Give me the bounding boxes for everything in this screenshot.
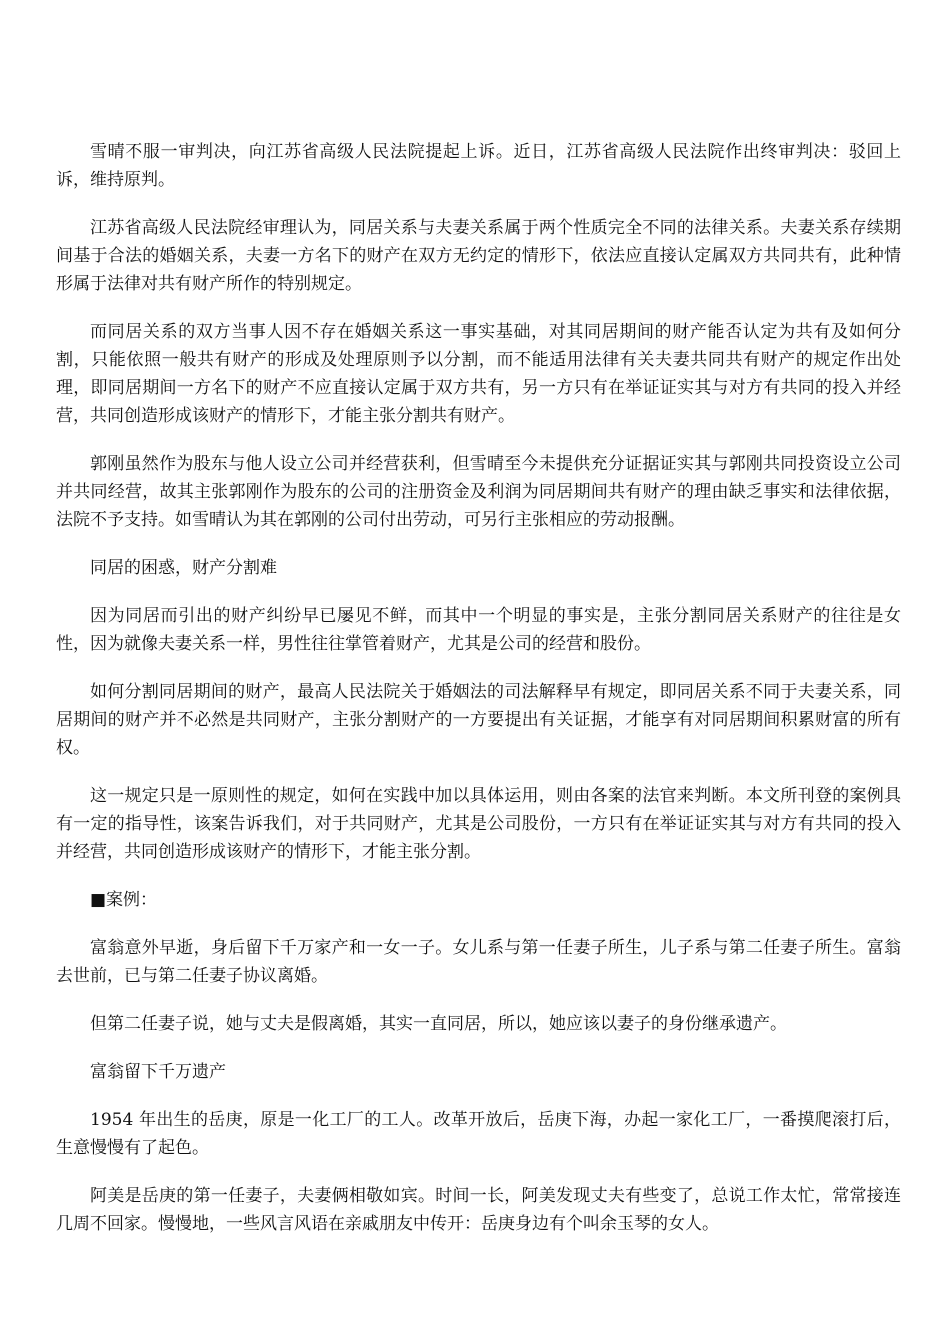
paragraph-guo-gang-company: 郭刚虽然作为股东与他人设立公司并经营获利，但雪晴至今未提供充分证据证实其与郭刚共同投资设立公司并共同经营，故其主张郭刚作为股东的公司的注册资金及利润为同居期间共有财产的理由缺乏事实和法律依据，法院不予支持。如雪晴认为其在郭刚的公司付出劳动，可另行主张相应的劳动报酬。 (56, 454, 901, 530)
paragraph-property-disputes: 因为同居而引出的财产纠纷早已屡见不鲜，而其中一个明显的事实是，主张分割同居关系财产的往往是女性，因为就像夫妻关系一样，男性往往掌管着财产，尤其是公司的经营和股份。 (56, 606, 901, 654)
paragraph-principle-rule: 这一规定只是一原则性的规定，如何在实践中加以具体运用，则由各案的法官来判断。本文所刊登的案例具有一定的指导性，该案告诉我们，对于共同财产，尤其是公司股份，一方只有在举证证实其与对方有共同的投入并经营，共同创造形成该财产的情形下，才能主张分割。 (56, 786, 901, 862)
paragraph-yue-geng-background: 1954 年出生的岳庚，原是一化工厂的工人。改革开放后，岳庚下海，办起一家化工厂，一番摸爬滚打后，生意慢慢有了起色。 (56, 1110, 901, 1158)
paragraph-case-summary: 富翁意外早逝，身后留下千万家产和一女一子。女儿系与第一任妻子所生，儿子系与第二任妻子所生。富翁去世前，已与第二任妻子协议离婚。 (56, 938, 901, 986)
section-heading-cohabitation: 同居的困惑，财产分割难 (90, 558, 277, 578)
paragraph-cohabitation-property: 而同居关系的双方当事人因不存在婚姻关系这一事实基础，对其同居期间的财产能否认定为共有及如何分割，只能依照一般共有财产的形成及处理原则予以分割，而不能适用法律有关夫妻共同共有财产的规定作出处理，即同居期间一方名下的财产不应直接认定属于双方共有，另一方只有在举证证实其与对方有共同的投入并经营，共同创造形成该财产的情形下，才能主张分割共有财产。 (56, 322, 901, 426)
paragraph-judicial-interpretation: 如何分割同居期间的财产，最高人民法院关于婚姻法的司法解释早有规定，即同居关系不同于夫妻关系，同居期间的财产并不必然是共同财产，主张分割财产的一方要提出有关证据，才能享有对同居期间积累财富的所有权。 (56, 682, 901, 758)
paragraph-appeal-result: 雪晴不服一审判决，向江苏省高级人民法院提起上诉。近日，江苏省高级人民法院作出终审判决：驳回上诉，维持原判。 (56, 142, 901, 190)
document-body (56, 138, 901, 1258)
paragraph-second-wife-claim: 但第二任妻子说，她与丈夫是假离婚，其实一直同居，所以，她应该以妻子的身份继承遗产。 (90, 1014, 787, 1034)
section-heading-case: ■案例： (90, 890, 158, 910)
section-heading-inheritance: 富翁留下千万遗产 (90, 1062, 226, 1082)
paragraph-a-mei: 阿美是岳庚的第一任妻子，夫妻俩相敬如宾。时间一长，阿美发现丈夫有些变了，总说工作太忙，常常接连几周不回家。慢慢地，一些风言风语在亲戚朋友中传开：岳庚身边有个叫余玉琴的女人。 (56, 1186, 901, 1234)
paragraph-court-reasoning: 江苏省高级人民法院经审理认为，同居关系与夫妻关系属于两个性质完全不同的法律关系。夫妻关系存续期间基于合法的婚姻关系，夫妻一方名下的财产在双方无约定的情形下，依法应直接认定属双方共同共有，此种情形属于法律对共有财产所作的特别规定。 (56, 218, 901, 294)
